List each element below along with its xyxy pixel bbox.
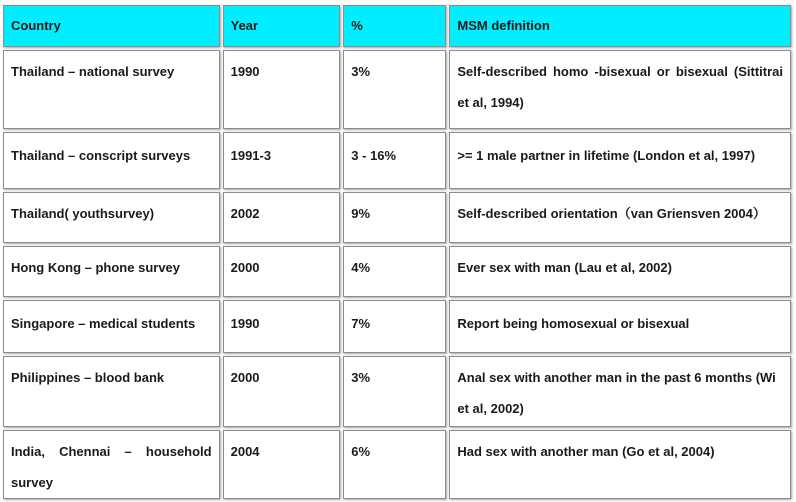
cell-percent: 3 - 16% bbox=[343, 132, 446, 189]
cell-year: 1990 bbox=[223, 300, 341, 353]
cell-definition: >= 1 male partner in lifetime (London et al, 1997) bbox=[449, 132, 791, 189]
cell-country: Thailand( youthsurvey) bbox=[3, 192, 220, 243]
cell-country: India, Chennai – household survey bbox=[3, 430, 220, 499]
table-row bbox=[3, 192, 791, 243]
msm-prevalence-table bbox=[0, 2, 794, 502]
table-row bbox=[3, 356, 791, 427]
table-row bbox=[3, 300, 791, 353]
cell-year: 2002 bbox=[223, 192, 341, 243]
table-header-row bbox=[3, 5, 791, 47]
cell-definition: Had sex with another man (Go et al, 2004) bbox=[449, 430, 791, 499]
cell-country: Thailand – national survey bbox=[3, 50, 220, 129]
cell-definition: Anal sex with another man in the past 6 months (Wi et al, 2002) bbox=[449, 356, 791, 427]
cell-percent: 3% bbox=[343, 356, 446, 427]
cell-percent: 9% bbox=[343, 192, 446, 243]
cell-country: Thailand – conscript surveys bbox=[3, 132, 220, 189]
cell-year: 1990 bbox=[223, 50, 341, 129]
cell-year: 2000 bbox=[223, 246, 341, 297]
cell-definition: Report being homosexual or bisexual bbox=[449, 300, 791, 353]
table-row bbox=[3, 132, 791, 189]
cell-definition: Ever sex with man (Lau et al, 2002) bbox=[449, 246, 791, 297]
header-percent: % bbox=[343, 5, 446, 47]
cell-percent: 6% bbox=[343, 430, 446, 499]
cell-year: 1991-3 bbox=[223, 132, 341, 189]
cell-percent: 4% bbox=[343, 246, 446, 297]
cell-year: 2000 bbox=[223, 356, 341, 427]
header-msm-definition: MSM definition bbox=[449, 5, 791, 47]
table-row bbox=[3, 246, 791, 297]
cell-definition: Self-described orientation（van Griensven 2004） bbox=[449, 192, 791, 243]
cell-percent: 7% bbox=[343, 300, 446, 353]
cell-year: 2004 bbox=[223, 430, 341, 499]
cell-definition: Self-described homo -bisexual or bisexual (Sittitrai et al, 1994) bbox=[449, 50, 791, 129]
header-year: Year bbox=[223, 5, 341, 47]
cell-country: Hong Kong – phone survey bbox=[3, 246, 220, 297]
cell-country: Philippines – blood bank bbox=[3, 356, 220, 427]
table-row bbox=[3, 430, 791, 499]
header-country: Country bbox=[3, 5, 220, 47]
table-row bbox=[3, 50, 791, 129]
cell-country: Singapore – medical students bbox=[3, 300, 220, 353]
cell-percent: 3% bbox=[343, 50, 446, 129]
